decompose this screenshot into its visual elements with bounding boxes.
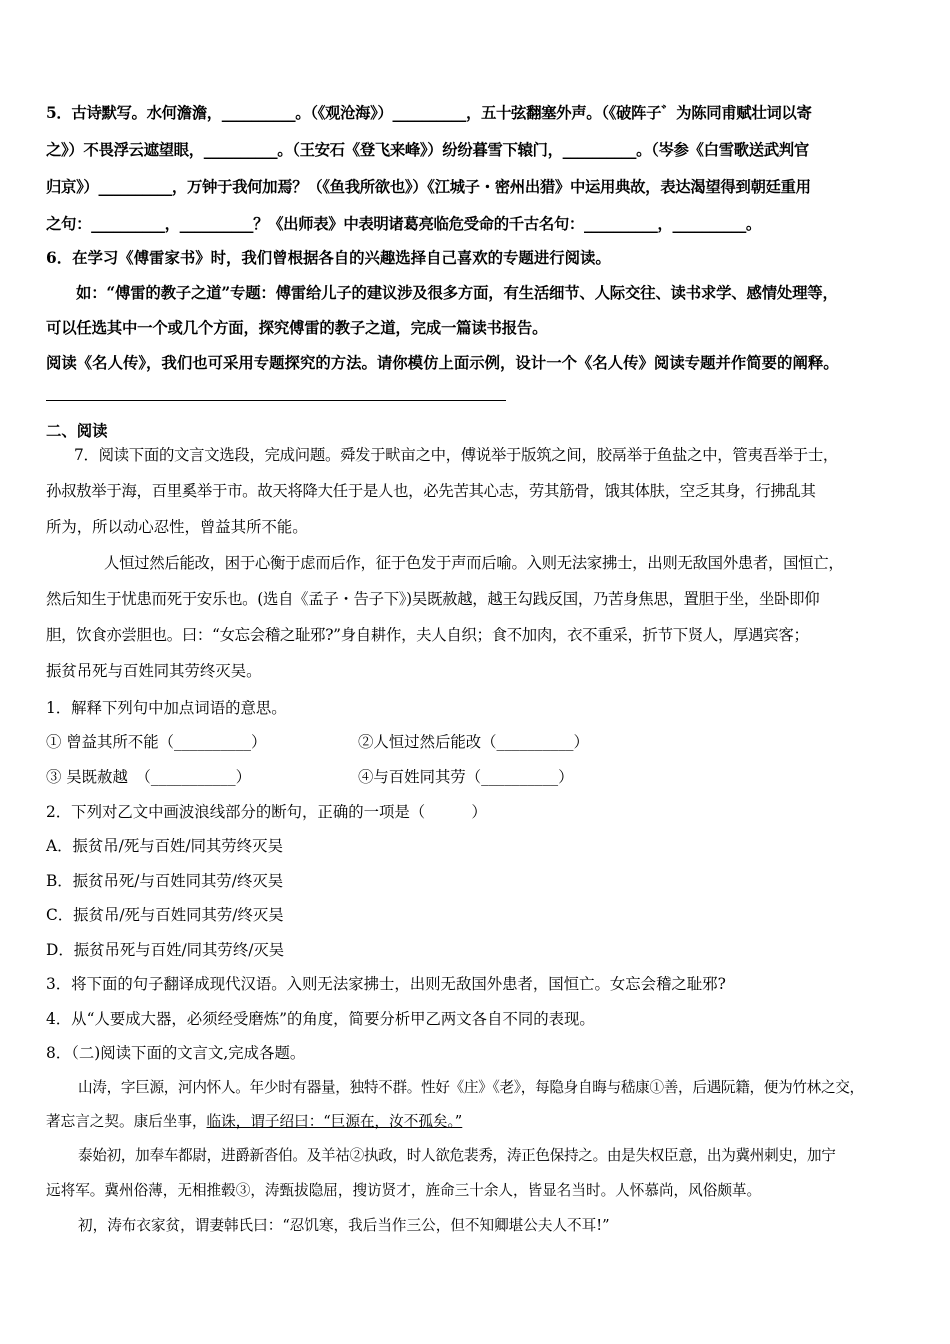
q7-sub2-option-c: C．振贫吊/死与百姓同其劳/终灭吴: [46, 906, 284, 924]
q7-passage-b-line-3: 胆，饮食亦尝胆也。曰：“女忘会稽之耻邪?”身自耕作，夫人自织；食不加肉，衣不重采，折节下贤人，厚遇宾客；: [46, 626, 809, 644]
q5-line-2: 之》）不畏浮云遮望眼，__________。（王安石《登飞来峰》）纷纷暮雪下辕门，__________。（岑参《白雪歌送武判官: [46, 141, 809, 159]
q7-sub1-item-4: ④与百姓同其劳（__________）: [358, 768, 574, 786]
section-heading: 二、阅读: [46, 422, 108, 440]
q7-sub1-item-3: ③ 吴既赦越 （___________）: [46, 768, 251, 786]
answer-line: [46, 400, 506, 401]
q8-passage-line-2-a: 著忘言之契。康后坐事，: [46, 1113, 207, 1130]
q6-example-line-2: 可以任选其中一个或几个方面，探究傅雷的教子之道，完成一篇读书报告。: [46, 319, 548, 337]
q6-line-1: 6．在学习《傅雷家书》时，我们曾根据各自的兴趣选择自己喜欢的专题进行阅读。: [46, 249, 611, 267]
q8-passage-line-1: 山涛，字巨源，河内怀人。年少时有器量，独特不群。性好《庄》《老》，每隐身自晦与嵇康①善，后遇阮籍，便为竹林之交，: [78, 1079, 864, 1096]
q7-sub1-title: 1．解释下列句中加点词语的意思。: [46, 699, 287, 717]
q5-line-3: 归京》）__________，万钟于我何加焉？（《鱼我所欲也》）《江城子・密州出猎》中运用典故，表达渴望得到朝廷重用: [46, 178, 811, 196]
q7-passage-b-line-4: 振贫吊死与百姓同其劳终灭吴。: [46, 662, 262, 680]
q7-sub4: 4．从“人要成大器，必须经受磨炼”的角度，简要分析甲乙两文各自不同的表现。: [46, 1010, 595, 1028]
underlined-sentence: 临诛，谓子绍曰：“巨源在，汝不孤矣。”: [206, 1113, 463, 1130]
q8-passage-line-3: 泰始初，加奉车都尉，进爵新沓伯。及羊祜②执政，时人欲危裴秀，涛正色保持之。由是失权臣意，出为冀州刺史，加宁: [78, 1147, 836, 1164]
q7-sub2-option-d: D．振贫吊死与百姓/同其劳终/灭吴: [46, 941, 285, 959]
q8-passage-line-2: [46, 1112, 462, 1132]
q7-sub1-item-1: ① 曾益其所不能（__________）: [46, 733, 267, 751]
q5-line-1: 5．古诗默写。水何澹澹，__________。（《观沧海》）__________，五十弦翻塞外声。（《破阵子゛为陈同甫赋壮词以寄: [46, 104, 812, 122]
q7-sub2-option-b: B．振贫吊死/与百姓同其劳/终灭吴: [46, 872, 284, 890]
q7-passage-b-line-2: 然后知生于忧患而死于安乐也。(选自《孟子・告子下》)吴既赦越，越王勾践反国，乃苦身焦思，置胆于坐，坐卧即仰: [46, 590, 820, 608]
q7-passage-a-line-2: 孙叔敖举于海，百里奚举于市。故天将降大任于是人也，必先苦其心志，劳其筋骨，饿其体肤，空乏其身，行拂乱其: [46, 482, 816, 500]
q7-sub3: 3．将下面的句子翻译成现代汉语。入则无法家拂士，出则无敌国外患者，国恒亡。女忘会稽之耻邪?: [46, 975, 726, 993]
q7-sub1-item-2: ②人恒过然后能改（__________）: [358, 733, 589, 751]
q7-passage-b-line-1: 人恒过然后能改，困于心衡于虑而后作，征于色发于声而后喻。入则无法家拂士，出则无敌国外患者，国恒亡，: [104, 554, 844, 572]
q7-passage-a-line-1: 7．阅读下面的文言文选段，完成问题。舜发于畎亩之中，傅说举于版筑之间，胶鬲举于鱼盐之中，管夷吾举于士，: [74, 446, 839, 464]
q8-title: 8．（二)阅读下面的文言文,完成各题。: [46, 1044, 306, 1062]
q6-example-line-1: 如：“傅雷的教子之道”专题：傅雷给儿子的建议涉及很多方面，有生活细节、人际交往、读书求学、感情处理等，: [76, 284, 838, 302]
q8-passage-line-4: 远将军。冀州俗薄，无相推毂③，涛甄拔隐屈，搜访贤才，旌命三十余人，皆显名当时。人怀慕尚，风俗颇革。: [46, 1182, 762, 1199]
q7-sub2-option-a: A．振贫吊/死与百姓/同其劳终灭吴: [46, 837, 283, 855]
q8-passage-line-5: 初，涛布衣家贫，谓妻韩氏曰：“忍饥寒，我后当作三公，但不知卿堪公夫人不耳!”: [78, 1217, 610, 1234]
q7-passage-a-line-3: 所为，所以动心忍性，曾益其所不能。: [46, 518, 308, 536]
q7-sub2-title: 2．下列对乙文中画波浪线部分的断句，正确的一项是（ ）: [46, 803, 487, 821]
q5-line-4: 之句：__________，__________？《出师表》中表明诸葛亮临危受命的千古名句：__________，__________。: [46, 215, 761, 233]
q6-task-line: 阅读《名人传》，我们也可采用专题探究的方法。请你模仿上面示例，设计一个《名人传》阅读专题并作简要的阐释。: [46, 354, 839, 372]
